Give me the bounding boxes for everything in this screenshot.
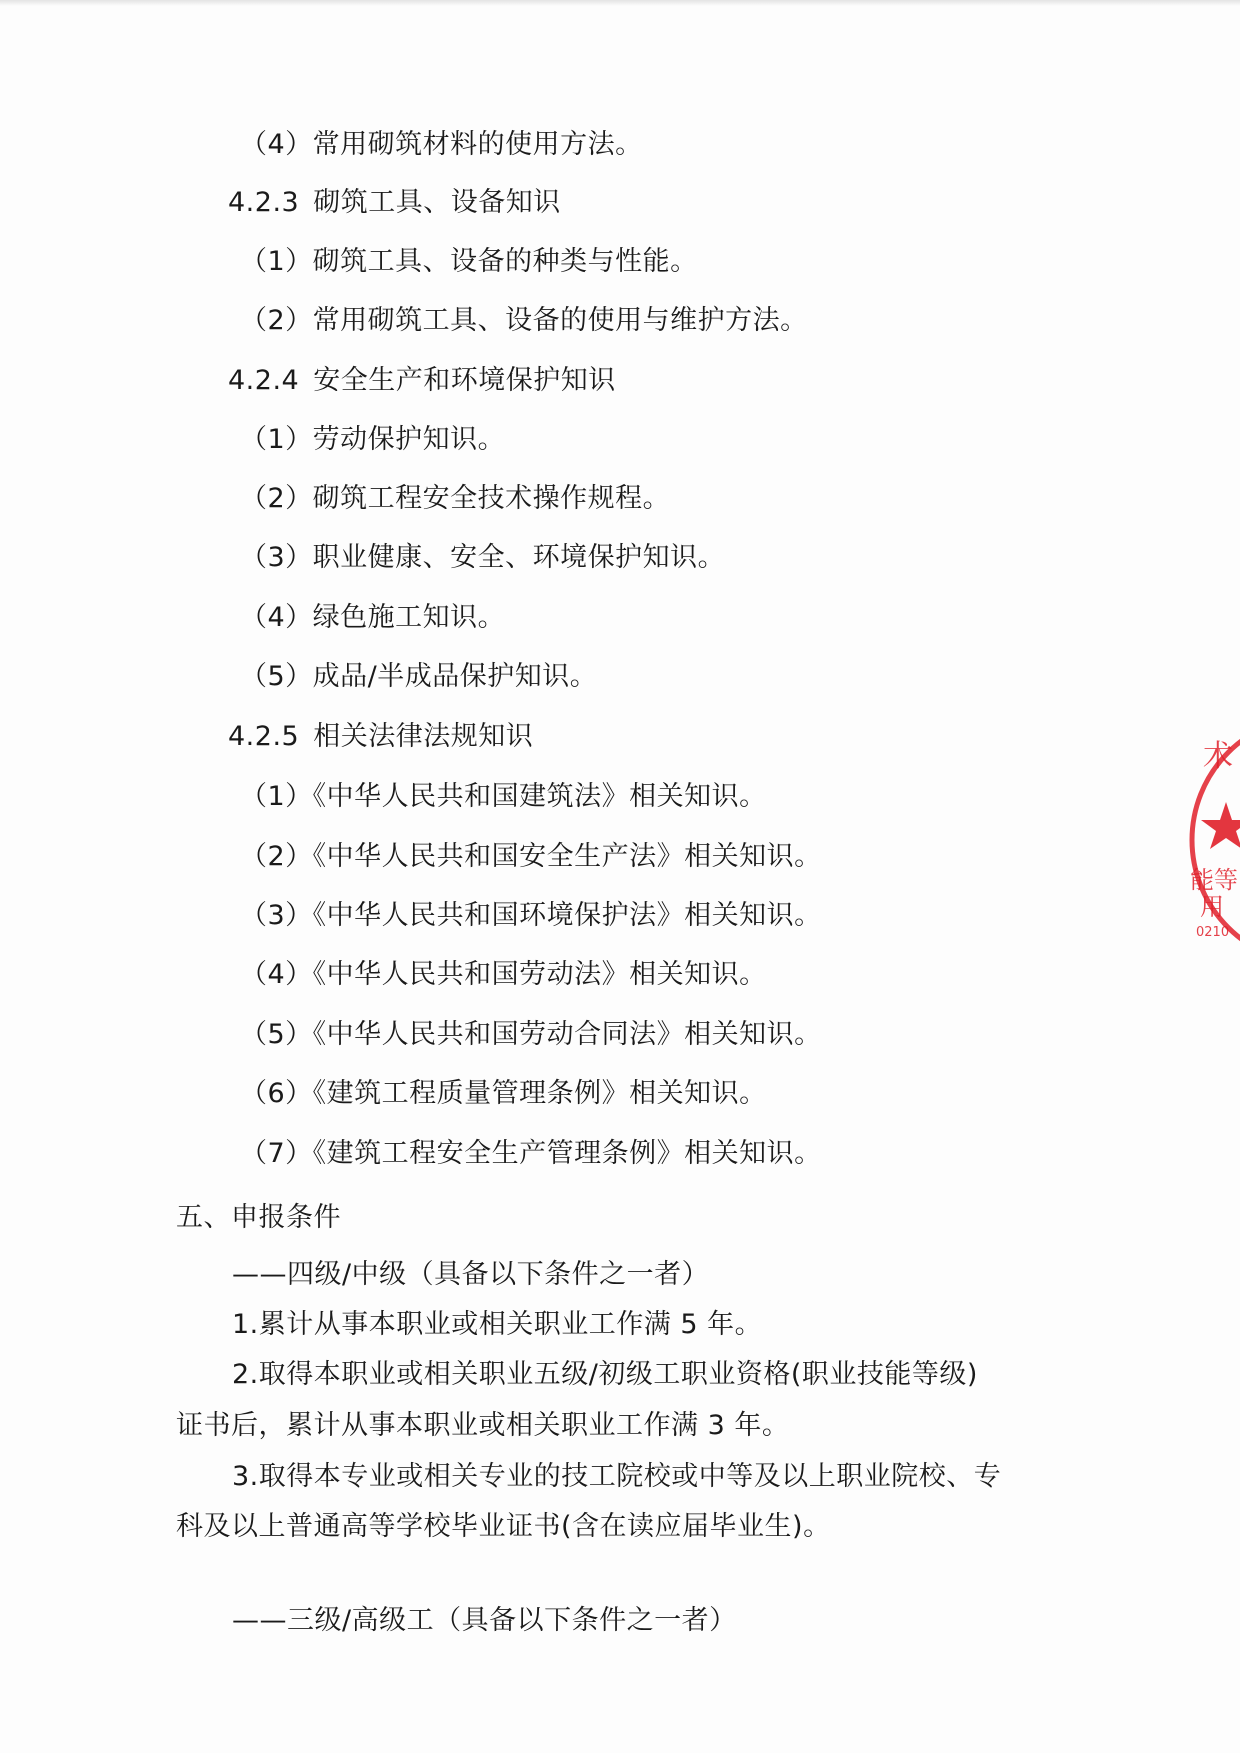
- heading-text: 相关法律法规知识: [313, 721, 534, 752]
- scan-edge: [0, 0, 1240, 6]
- list-item: （5）成品/半成品保护知识。: [240, 661, 598, 692]
- heading-text: 安全生产和环境保护知识: [313, 365, 616, 396]
- list-item: （1）《中华人民共和国建筑法》相关知识。: [240, 781, 767, 812]
- condition-item: 3.取得本专业或相关专业的技工院校或中等及以上职业院校、专: [232, 1461, 1002, 1492]
- heading-text: 砌筑工具、设备知识: [313, 187, 561, 218]
- list-item: （1）劳动保护知识。: [240, 424, 506, 455]
- section-heading-4-2-3: [228, 186, 561, 220]
- list-item: （1）砌筑工具、设备的种类与性能。: [240, 246, 698, 277]
- section-title-5: 五、申报条件: [176, 1202, 341, 1233]
- condition-item: 2.取得本职业或相关职业五级/初级工职业资格(职业技能等级): [232, 1359, 978, 1390]
- heading-number: 4.2.4: [228, 365, 300, 396]
- heading-number: 4.2.5: [228, 721, 300, 752]
- list-item: （5）《中华人民共和国劳动合同法》相关知识。: [240, 1019, 822, 1050]
- list-item: （4）常用砌筑材料的使用方法。: [240, 129, 643, 160]
- section-heading-4-2-5: [228, 720, 533, 754]
- condition-item-continued: 科及以上普通高等学校毕业证书(含在读应届毕业生)。: [176, 1511, 831, 1542]
- condition-item-continued: 证书后，累计从事本职业或相关职业工作满 3 年。: [176, 1410, 790, 1441]
- list-item: （3）《中华人民共和国环境保护法》相关知识。: [240, 900, 822, 931]
- list-item: （3）职业健康、安全、环境保护知识。: [240, 542, 726, 573]
- section-heading-4-2-4: [228, 364, 616, 398]
- list-item: （4）《中华人民共和国劳动法》相关知识。: [240, 959, 767, 990]
- list-item: （2）《中华人民共和国安全生产法》相关知识。: [240, 841, 822, 872]
- heading-number: 4.2.3: [228, 187, 300, 218]
- seal-graphic: [1186, 700, 1240, 960]
- level-heading-4: ——四级/中级（具备以下条件之一者）: [232, 1259, 710, 1290]
- level-heading-3: ——三级/高级工（具备以下条件之一者）: [232, 1605, 737, 1636]
- list-item: （2）砌筑工程安全技术操作规程。: [240, 483, 671, 514]
- list-item: （6）《建筑工程质量管理条例》相关知识。: [240, 1078, 767, 1109]
- svg-text:0210: 0210: [1196, 925, 1230, 940]
- condition-item: 1.累计从事本职业或相关职业工作满 5 年。: [232, 1309, 763, 1340]
- svg-text:术: 术: [1203, 739, 1233, 774]
- list-item: （2）常用砌筑工具、设备的使用与维护方法。: [240, 305, 808, 336]
- list-item: （7）《建筑工程安全生产管理条例》相关知识。: [240, 1138, 822, 1169]
- list-item: （4）绿色施工知识。: [240, 602, 506, 633]
- official-seal-stamp: [1186, 700, 1240, 960]
- svg-text:用: 用: [1200, 893, 1224, 921]
- svg-text:能等: 能等: [1190, 866, 1238, 894]
